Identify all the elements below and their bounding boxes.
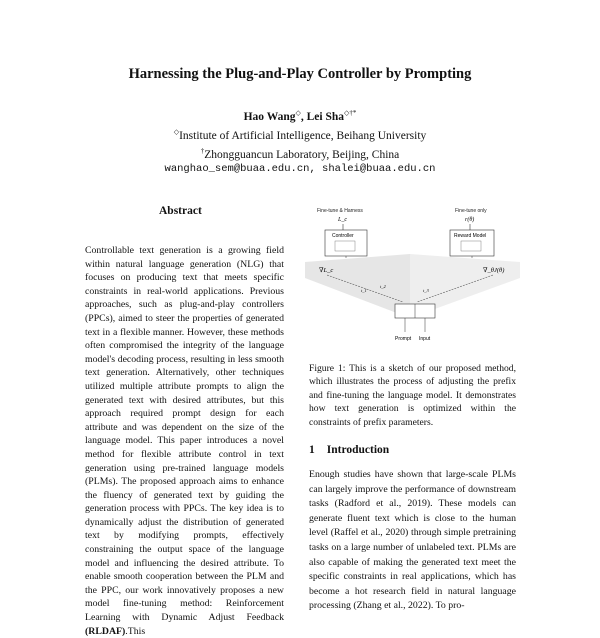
token-b: t_2 bbox=[380, 284, 386, 289]
input-label: Input bbox=[419, 336, 431, 342]
figure-caption: Figure 1: This is a sketch of our proposed method, which illustrates the process of adjusting the prefix and fine-tuning the language model. It demonstrates how text generation is optimized within the constraints of prefix parameters. bbox=[309, 363, 516, 428]
author-emails: wanghao_sem@buaa.edu.cn, shalei@buaa.edu.cn bbox=[164, 163, 436, 176]
section-heading bbox=[309, 444, 389, 456]
section-number: 1 bbox=[309, 444, 315, 456]
abstract-text bbox=[85, 244, 284, 638]
author-1: Hao Wang bbox=[243, 110, 296, 123]
author-block bbox=[0, 106, 600, 177]
figure-label-finetune-harness: Fine-tune & Harness bbox=[317, 208, 363, 214]
grad-right-label: ∇_θJ(θ) bbox=[483, 267, 505, 274]
token-c: t_3 bbox=[423, 288, 429, 293]
abstract-rldaf: (RLDAF) bbox=[85, 625, 126, 637]
figure-loss-label: L_c bbox=[338, 217, 347, 223]
token-a: t_1 bbox=[361, 288, 367, 293]
author-2-mark: ◇†* bbox=[344, 109, 357, 117]
figure-label-finetune-only: Fine-tune only bbox=[455, 208, 487, 214]
affiliation-2-mark: † bbox=[200, 146, 205, 155]
controller-label: Controller bbox=[332, 233, 354, 239]
affiliation-1: Institute of Artificial Intelligence, Beihang University bbox=[179, 129, 427, 142]
reward-model-label: Reward Model bbox=[454, 233, 487, 239]
author-1-mark: ◇ bbox=[295, 109, 301, 117]
section-title: Introduction bbox=[326, 444, 390, 456]
abstract-tail: .This bbox=[125, 625, 146, 637]
author-separator: , bbox=[300, 110, 307, 123]
intro-text: Enough studies have shown that large-scale PLMs can largely improve the performance of downstream tasks (Radford et al., 2019). These models can generate fluent text which is close to the human level (Raffel et al., 2020) through simple pretraining tasks on a large number of unlabeled text. PLMs are also capable of making the generated text meet the specific constraints in real applications, which has become a hot research field in natural language processing (Zhang et al., 2022). To pro- bbox=[309, 469, 516, 612]
paper-title: Harnessing the Plug-and-Play Controller by Prompting bbox=[128, 66, 472, 82]
grad-left-label: ∇L_c bbox=[319, 267, 334, 274]
figure-reward-label: r(θ) bbox=[465, 217, 475, 223]
affiliation-2: Zhongguancun Laboratory, Beijing, China bbox=[204, 148, 400, 161]
affiliation-1-mark: ◇ bbox=[173, 127, 180, 136]
method-figure bbox=[305, 200, 520, 360]
prompt-label: Prompt bbox=[395, 336, 412, 342]
abstract-heading: Abstract bbox=[159, 205, 202, 217]
author-2: Lei Sha bbox=[306, 110, 344, 123]
abstract-body: Controllable text generation is a growing field within natural language generation (NLG) that focuses on producing text that meets specific constraints in real-world applications. Previous approaches, such as plug-and-play controllers (PPCs), aimed to steer the properties of generated text in a flexible manner. However, these methods often compromised the integrity of the language model's decoding process, resulting in less smooth text generation. Alternatively, other techniques utilized multiple attribute prompts to align the generated text with desired attributes, but this approach required prompt design for each attribute and was dependent on the size of the language model. This paper introduces a novel method for flexible attribute control in text generation using pre-trained language models (PLMs). The proposed approach aims to enhance the fluency of generated text by guiding the generation process with PPCs. The key idea is to dynamically adjust the distribution of generated text by modifying prompts, effectively constraining the output space of the language model and influencing the desired attribute. To enable smooth cooperation between the PLM and the PPC, our work innovatively proposes a new model fine-tuning method: Reinforcement Learning with Dynamic Adjust Feedback bbox=[85, 245, 284, 624]
